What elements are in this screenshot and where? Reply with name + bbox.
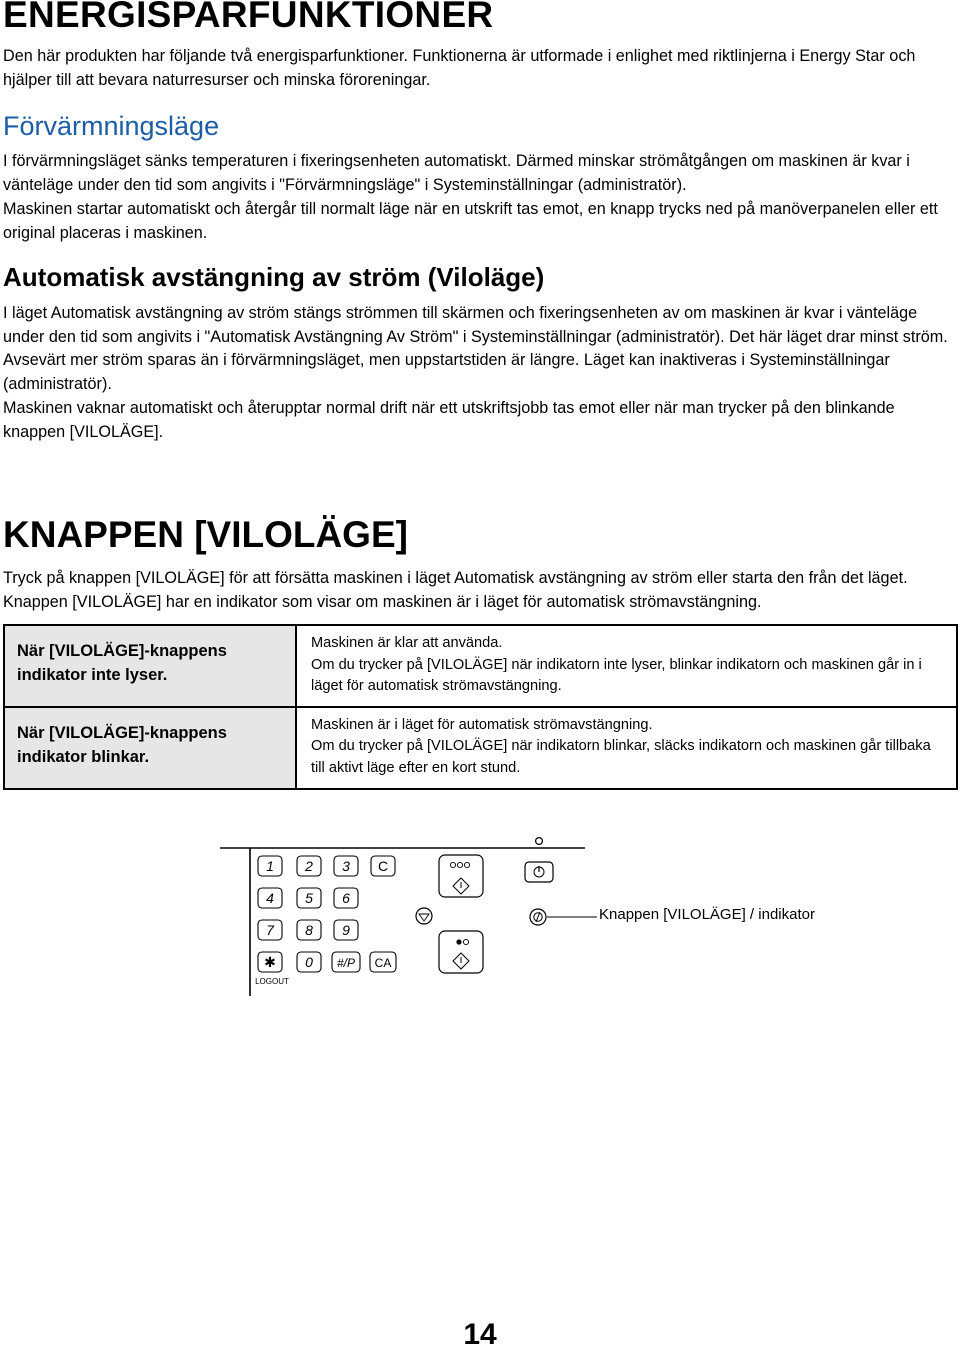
intro-paragraph: Den här produkten har följande två energisparfunktioner. Funktionerna är utformade i enlighet med riktlinjerna i Energy Star och hjälper till att bevara naturresurser och minska föroreningar. — [3, 47, 916, 89]
sleep-key-paragraph: Tryck på knappen [VILOLÄGE] för att försätta maskinen i läget Automatisk avstängning av ström eller starta den från det läget. Knappen [VILOLÄGE] har en indikator som visar om maskinen är i läget för automatisk strömavstängning. — [3, 569, 908, 611]
key-c — [371, 856, 395, 876]
preheat-paragraph-2: Maskinen startar automatiskt och återgår till normalt läge när en utskrift tas emot, en knapp trycks ned på manöverpanelen eller ett original placeras i maskinen. — [3, 200, 938, 242]
row-label: När [VILOLÄGE]-knappens indikator blinkar. — [4, 707, 296, 789]
key-label: 4 — [266, 890, 274, 906]
key-9 — [334, 920, 358, 940]
key-ca — [370, 952, 396, 972]
row-line-2: Om du trycker på [VILOLÄGE] när indikatorn inte lyser, blinkar indikatorn och maskinen går in i läget för automatisk strömavstängning. — [311, 656, 922, 695]
auto-off-heading: Automatisk avstängning av ström (Viloläge) — [3, 262, 545, 292]
key-label: CA — [374, 956, 392, 970]
key-label: 9 — [342, 922, 350, 938]
key-label: 1 — [266, 858, 274, 874]
table-row — [4, 707, 957, 789]
key-4 — [258, 888, 282, 908]
control-panel-illustration — [220, 826, 600, 998]
row-line-1: Maskinen är i läget för automatisk strömavstängning. — [311, 716, 653, 733]
keypad — [255, 856, 396, 986]
key-star — [258, 952, 282, 972]
indicator-table — [3, 624, 958, 790]
sleep-key-heading: KNAPPEN [VILOLÄGE] — [3, 514, 408, 555]
sleep-mode-button — [530, 909, 546, 925]
row-line-1: Maskinen är klar att använda. — [311, 635, 503, 651]
key-1 — [258, 856, 282, 876]
key-8 — [297, 920, 321, 940]
page-title: ENERGISPARFUNKTIONER — [3, 0, 494, 35]
page-number: 14 — [463, 1318, 497, 1351]
key-label: 0 — [305, 954, 313, 970]
color-start-button — [439, 855, 483, 897]
power-button — [525, 862, 553, 882]
power-lamp-icon — [536, 838, 543, 845]
bw-start-button — [439, 931, 483, 973]
key-6 — [334, 888, 358, 908]
key-label: 6 — [342, 890, 350, 906]
sleep-key-callout-label: Knappen [VILOLÄGE] / indikator — [599, 906, 815, 923]
key-hash-p — [332, 952, 360, 972]
key-label: 3 — [342, 858, 350, 874]
key-label: 8 — [305, 922, 313, 938]
preheat-heading: Förvärmningsläge — [3, 111, 220, 141]
row-line-2: Om du trycker på [VILOLÄGE] när indikatorn blinkar, släcks indikatorn och maskinen går tillbaka till aktivt läge efter en kort stund. — [311, 738, 931, 776]
stop-button — [416, 908, 432, 924]
key-label: 5 — [305, 890, 313, 906]
auto-off-paragraph-1: I läget Automatisk avstängning av ström stängs strömmen till skärmen och fixeringsenheten av om maskinen är kvar i vänteläge under den tid som angivits i "Automatisk Avstängning Av Ström" i Systeminställningar (administratör). Det här läget drar minst ström. Avsevärt mer ström sparas än i förvärmningsläget, men uppstartstiden är längre. Läget kan inaktiveras i Systeminställningar (administratör). — [3, 304, 948, 393]
key-label: 7 — [266, 922, 274, 938]
logout-label: LOGOUT — [255, 977, 289, 986]
row-description — [296, 625, 957, 707]
key-0 — [297, 952, 321, 972]
key-label: ✱ — [264, 954, 276, 970]
row-description — [296, 707, 957, 789]
row-label: När [VILOLÄGE]-knappens indikator inte lyser. — [4, 625, 296, 707]
key-3 — [334, 856, 358, 876]
auto-off-paragraph-2: Maskinen vaknar automatiskt och återupptar normal drift när ett utskriftsjobb tas emot eller när man trycker på den blinkande knappen [VILOLÄGE]. — [3, 399, 895, 441]
key-label: 2 — [305, 858, 313, 874]
key-label: C — [377, 858, 389, 874]
key-2 — [297, 856, 321, 876]
table-row — [4, 625, 957, 707]
key-7 — [258, 920, 282, 940]
preheat-paragraph-1: I förvärmningsläget sänks temperaturen i fixeringsenheten automatiskt. Därmed minskar strömåtgången om maskinen är kvar i vänteläge under den tid som angivits i "Förvärmningsläge" i Systeminställningar (administratör). — [3, 152, 910, 194]
key-label: #/P — [336, 956, 356, 970]
key-5 — [297, 888, 321, 908]
